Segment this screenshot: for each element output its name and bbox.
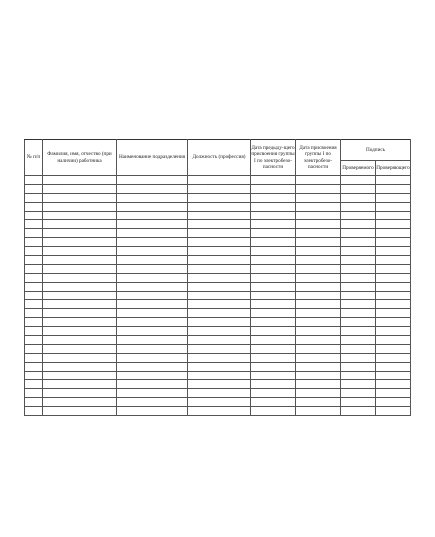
- table-cell: [341, 398, 376, 407]
- table-cell: [341, 344, 376, 353]
- table-cell: [296, 362, 341, 371]
- table-cell: [43, 398, 117, 407]
- header-signature-checking: Проверяющего: [376, 161, 411, 176]
- table-cell: [117, 344, 188, 353]
- table-cell: [117, 238, 188, 247]
- table-cell: [296, 344, 341, 353]
- table-cell: [341, 202, 376, 211]
- table-cell: [25, 202, 43, 211]
- table-cell: [251, 282, 296, 291]
- table-cell: [376, 362, 411, 371]
- table-cell: [188, 318, 251, 327]
- table-cell: [188, 184, 251, 193]
- table-cell: [43, 407, 117, 416]
- table-cell: [296, 247, 341, 256]
- table-cell: [188, 273, 251, 282]
- table-cell: [117, 398, 188, 407]
- table-cell: [117, 176, 188, 185]
- table-cell: [341, 176, 376, 185]
- table-row: [25, 229, 411, 238]
- table-cell: [341, 264, 376, 273]
- table-cell: [296, 220, 341, 229]
- table-cell: [251, 291, 296, 300]
- table-cell: [25, 389, 43, 398]
- table-cell: [296, 398, 341, 407]
- table-cell: [25, 247, 43, 256]
- table-cell: [117, 202, 188, 211]
- table-row: [25, 176, 411, 185]
- table-cell: [117, 362, 188, 371]
- table-cell: [25, 238, 43, 247]
- table-cell: [25, 220, 43, 229]
- table-cell: [296, 318, 341, 327]
- table-cell: [341, 247, 376, 256]
- table-cell: [376, 398, 411, 407]
- table-row: [25, 398, 411, 407]
- table-cell: [117, 371, 188, 380]
- table-cell: [376, 264, 411, 273]
- table-row: [25, 318, 411, 327]
- table-cell: [376, 353, 411, 362]
- table-cell: [43, 309, 117, 318]
- table-row: [25, 291, 411, 300]
- header-signature-checked: Проверяемого: [341, 161, 376, 176]
- table-cell: [117, 380, 188, 389]
- table-cell: [188, 202, 251, 211]
- table-cell: [376, 371, 411, 380]
- table-cell: [341, 318, 376, 327]
- table-cell: [117, 256, 188, 265]
- table-cell: [341, 336, 376, 345]
- table-cell: [341, 353, 376, 362]
- table-cell: [117, 247, 188, 256]
- table-cell: [341, 184, 376, 193]
- table-cell: [296, 193, 341, 202]
- table-cell: [376, 220, 411, 229]
- table-cell: [25, 380, 43, 389]
- table-cell: [251, 371, 296, 380]
- table-cell: [188, 220, 251, 229]
- table-cell: [376, 273, 411, 282]
- table-cell: [296, 202, 341, 211]
- table-cell: [188, 211, 251, 220]
- table-cell: [117, 318, 188, 327]
- table-cell: [341, 282, 376, 291]
- table-cell: [188, 362, 251, 371]
- table-cell: [341, 256, 376, 265]
- table-row: [25, 238, 411, 247]
- table-cell: [25, 407, 43, 416]
- table-cell: [25, 327, 43, 336]
- table-cell: [43, 336, 117, 345]
- table-cell: [117, 184, 188, 193]
- table-cell: [25, 336, 43, 345]
- table-row: [25, 273, 411, 282]
- table-row: [25, 193, 411, 202]
- table-cell: [43, 291, 117, 300]
- table-cell: [251, 247, 296, 256]
- table-cell: [296, 353, 341, 362]
- table-cell: [251, 336, 296, 345]
- table-cell: [251, 220, 296, 229]
- table-cell: [296, 380, 341, 389]
- table-cell: [376, 291, 411, 300]
- table-cell: [251, 407, 296, 416]
- table-cell: [25, 282, 43, 291]
- table-row: [25, 407, 411, 416]
- table-row: [25, 371, 411, 380]
- table-cell: [43, 344, 117, 353]
- table-cell: [188, 407, 251, 416]
- table-cell: [43, 256, 117, 265]
- table-cell: [376, 336, 411, 345]
- table-cell: [251, 300, 296, 309]
- table-body: [25, 176, 411, 416]
- table-cell: [341, 273, 376, 282]
- table-row: [25, 184, 411, 193]
- table-cell: [341, 407, 376, 416]
- table-cell: [376, 176, 411, 185]
- table-row: [25, 220, 411, 229]
- table-cell: [117, 389, 188, 398]
- table-cell: [376, 211, 411, 220]
- table-cell: [188, 371, 251, 380]
- table-cell: [296, 291, 341, 300]
- table-cell: [341, 389, 376, 398]
- table-cell: [341, 193, 376, 202]
- table-cell: [341, 291, 376, 300]
- table-cell: [251, 211, 296, 220]
- table-cell: [376, 282, 411, 291]
- table-cell: [296, 309, 341, 318]
- table-cell: [25, 353, 43, 362]
- table-cell: [376, 238, 411, 247]
- table-cell: [376, 318, 411, 327]
- table-cell: [188, 193, 251, 202]
- table-cell: [296, 273, 341, 282]
- table-cell: [296, 264, 341, 273]
- table-cell: [251, 184, 296, 193]
- table-cell: [251, 327, 296, 336]
- table-cell: [251, 353, 296, 362]
- table-cell: [43, 238, 117, 247]
- table-cell: [25, 318, 43, 327]
- table-cell: [376, 407, 411, 416]
- table-row: [25, 389, 411, 398]
- table-cell: [117, 300, 188, 309]
- table-cell: [296, 184, 341, 193]
- table-row: [25, 336, 411, 345]
- table-cell: [25, 229, 43, 238]
- table-cell: [296, 238, 341, 247]
- table-cell: [376, 380, 411, 389]
- table-cell: [341, 309, 376, 318]
- table-cell: [296, 327, 341, 336]
- table-cell: [251, 238, 296, 247]
- table-cell: [43, 389, 117, 398]
- table-cell: [25, 211, 43, 220]
- table-row: [25, 353, 411, 362]
- table-cell: [341, 327, 376, 336]
- table-cell: [376, 256, 411, 265]
- table-cell: [251, 176, 296, 185]
- table-cell: [43, 176, 117, 185]
- table-cell: [25, 291, 43, 300]
- table-cell: [251, 193, 296, 202]
- table-cell: [188, 336, 251, 345]
- table-cell: [188, 264, 251, 273]
- table-cell: [188, 300, 251, 309]
- table-cell: [117, 273, 188, 282]
- table-cell: [296, 300, 341, 309]
- table-row: [25, 247, 411, 256]
- table-cell: [376, 202, 411, 211]
- table-cell: [188, 380, 251, 389]
- table-cell: [376, 344, 411, 353]
- table-cell: [376, 300, 411, 309]
- table-cell: [188, 229, 251, 238]
- table-cell: [296, 282, 341, 291]
- table-cell: [341, 300, 376, 309]
- table-cell: [117, 229, 188, 238]
- table-cell: [341, 211, 376, 220]
- table-cell: [117, 327, 188, 336]
- table-cell: [251, 309, 296, 318]
- table-cell: [341, 380, 376, 389]
- table-cell: [43, 229, 117, 238]
- table-cell: [251, 344, 296, 353]
- table-cell: [341, 229, 376, 238]
- table-cell: [43, 327, 117, 336]
- table-cell: [117, 407, 188, 416]
- table-cell: [376, 309, 411, 318]
- table-cell: [376, 229, 411, 238]
- table-cell: [25, 309, 43, 318]
- table-cell: [25, 300, 43, 309]
- table-cell: [43, 264, 117, 273]
- table-cell: [43, 184, 117, 193]
- table-cell: [296, 336, 341, 345]
- table-cell: [341, 220, 376, 229]
- table-cell: [188, 247, 251, 256]
- table-cell: [376, 193, 411, 202]
- table-cell: [296, 389, 341, 398]
- table-cell: [43, 300, 117, 309]
- header-department: Наименование подразделения: [117, 140, 188, 176]
- table-cell: [251, 318, 296, 327]
- table-cell: [25, 371, 43, 380]
- table-row: [25, 380, 411, 389]
- table-cell: [117, 291, 188, 300]
- table-row: [25, 327, 411, 336]
- table-cell: [25, 344, 43, 353]
- table-cell: [25, 176, 43, 185]
- table-cell: [25, 398, 43, 407]
- table-cell: [251, 362, 296, 371]
- table-cell: [188, 389, 251, 398]
- table-cell: [251, 380, 296, 389]
- table-cell: [43, 318, 117, 327]
- table-cell: [117, 309, 188, 318]
- table-cell: [376, 389, 411, 398]
- table-cell: [296, 407, 341, 416]
- table-cell: [43, 247, 117, 256]
- table-cell: [43, 353, 117, 362]
- table-row: [25, 300, 411, 309]
- table-cell: [25, 256, 43, 265]
- table-cell: [341, 371, 376, 380]
- header-row-number: № п/п: [25, 140, 43, 176]
- table-cell: [188, 238, 251, 247]
- table-cell: [25, 362, 43, 371]
- table-cell: [43, 202, 117, 211]
- table-cell: [117, 336, 188, 345]
- table-cell: [251, 264, 296, 273]
- table-cell: [251, 256, 296, 265]
- header-previous-assignment-date: Дата предыду-щего присвоения группы I по электробезо-пасности: [251, 140, 296, 176]
- header-assignment-date: Дата присвоения группы I по электробезо-пасности: [296, 140, 341, 176]
- table-cell: [43, 211, 117, 220]
- table-cell: [188, 176, 251, 185]
- table-cell: [117, 220, 188, 229]
- table-row: [25, 344, 411, 353]
- table-cell: [43, 380, 117, 389]
- table-cell: [188, 282, 251, 291]
- table-cell: [25, 273, 43, 282]
- table-cell: [341, 362, 376, 371]
- table-row: [25, 309, 411, 318]
- table-cell: [25, 264, 43, 273]
- table-cell: [376, 247, 411, 256]
- table-cell: [117, 211, 188, 220]
- table-row: [25, 202, 411, 211]
- table-cell: [341, 238, 376, 247]
- table-cell: [376, 327, 411, 336]
- table-cell: [188, 309, 251, 318]
- table-cell: [188, 353, 251, 362]
- table-cell: [251, 389, 296, 398]
- table-cell: [251, 273, 296, 282]
- table-cell: [188, 398, 251, 407]
- table-cell: [117, 193, 188, 202]
- table-cell: [117, 282, 188, 291]
- header-position: Должность (профессия): [188, 140, 251, 176]
- table-cell: [188, 256, 251, 265]
- table-row: [25, 362, 411, 371]
- table-cell: [251, 398, 296, 407]
- table-cell: [296, 176, 341, 185]
- table-cell: [43, 220, 117, 229]
- table-cell: [188, 344, 251, 353]
- table-cell: [188, 327, 251, 336]
- table-row: [25, 211, 411, 220]
- electrical-safety-group-journal-table: [24, 139, 411, 416]
- table-cell: [43, 371, 117, 380]
- table-cell: [25, 184, 43, 193]
- table-cell: [117, 353, 188, 362]
- table-cell: [296, 371, 341, 380]
- table-cell: [296, 256, 341, 265]
- header-signature: Подпись: [341, 140, 411, 161]
- table-cell: [43, 193, 117, 202]
- table-cell: [117, 264, 188, 273]
- header-full-name: Фамилия, имя, отчество (при наличии) работника: [43, 140, 117, 176]
- table-row: [25, 264, 411, 273]
- table-cell: [251, 229, 296, 238]
- table-cell: [188, 291, 251, 300]
- table-cell: [25, 193, 43, 202]
- table-cell: [43, 273, 117, 282]
- table-cell: [376, 184, 411, 193]
- table-row: [25, 282, 411, 291]
- table-cell: [251, 202, 296, 211]
- table-cell: [296, 229, 341, 238]
- table-row: [25, 256, 411, 265]
- table-cell: [296, 211, 341, 220]
- table-cell: [43, 282, 117, 291]
- table-cell: [43, 362, 117, 371]
